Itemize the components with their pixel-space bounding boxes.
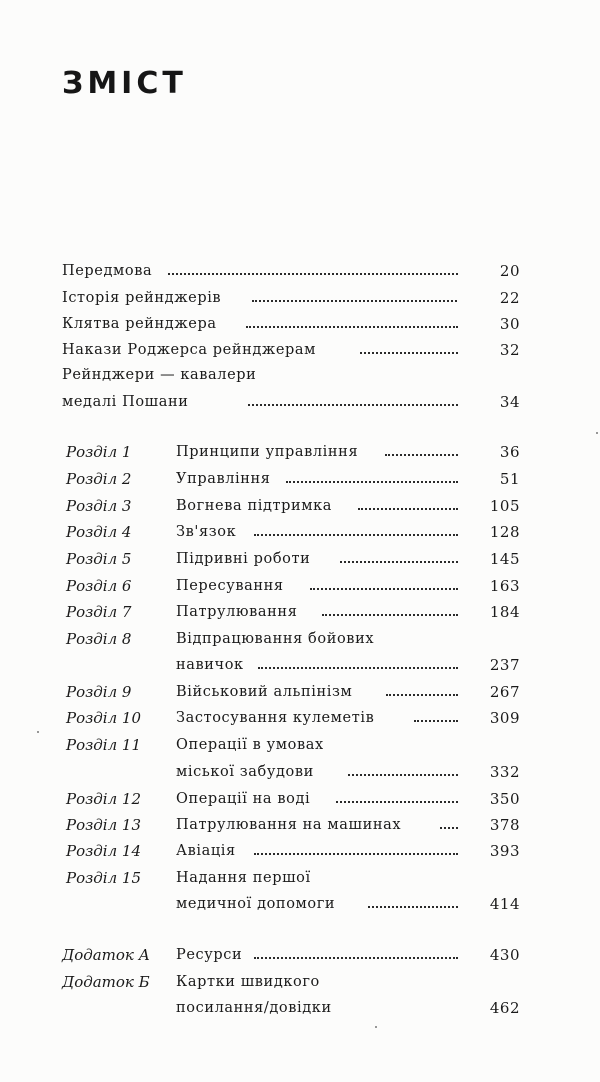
toc-entry[interactable]	[0, 812, 600, 838]
dot-leader	[358, 508, 458, 510]
dot-leader	[360, 352, 458, 354]
toc-entry[interactable]	[0, 466, 600, 492]
dot-leader	[310, 588, 458, 590]
dot-leader	[386, 694, 458, 696]
entry-title-line2: міської забудови	[176, 764, 314, 780]
entry-title: Патрулювання	[176, 604, 298, 620]
toc-entry[interactable]	[0, 865, 600, 891]
chapter-label: Розділ 1	[66, 443, 132, 461]
chapter-label: Розділ 5	[66, 550, 132, 568]
page-number: 393	[489, 842, 520, 860]
page-number: 105	[489, 497, 520, 515]
page-number: 145	[489, 550, 520, 568]
toc-entry-continuation[interactable]	[0, 652, 600, 678]
toc-entry[interactable]	[0, 573, 600, 599]
entry-title: Патрулювання на машинах	[176, 817, 402, 833]
dot-leader	[348, 774, 458, 776]
dot-leader	[336, 801, 458, 803]
toc-entry[interactable]	[0, 732, 600, 758]
toc-entry[interactable]	[0, 311, 600, 337]
toc-entry-continuation[interactable]	[0, 759, 600, 785]
entry-title-line1: Операції в умовах	[176, 737, 324, 753]
chapter-label: Розділ 7	[66, 603, 132, 621]
chapter-label: Розділ 12	[66, 790, 142, 808]
dot-leader	[248, 404, 458, 406]
dot-leader	[440, 827, 458, 829]
page-number: 332	[489, 763, 520, 781]
entry-title: Авіація	[176, 843, 236, 859]
toc-entry[interactable]	[0, 439, 600, 465]
toc-entry[interactable]	[0, 786, 600, 812]
toc-entry[interactable]	[0, 546, 600, 572]
toc-entry[interactable]	[0, 679, 600, 705]
entry-title: Застосування кулеметів	[176, 710, 375, 726]
page-number: 237	[489, 656, 520, 674]
appendix-label: Додаток А	[62, 946, 151, 964]
dot-leader	[286, 481, 458, 483]
page-number: 163	[489, 577, 520, 595]
toc-entry[interactable]	[0, 362, 600, 388]
chapter-label: Розділ 10	[66, 709, 142, 727]
entry-title: Пересування	[176, 578, 284, 594]
toc-entry[interactable]	[0, 493, 600, 519]
entry-title: Історія рейнджерів	[62, 290, 222, 306]
toc-entry[interactable]	[0, 519, 600, 545]
entry-title-line1: Надання першої	[176, 870, 311, 886]
page-number: 34	[499, 393, 520, 411]
toc-entry[interactable]	[0, 599, 600, 625]
entry-title-line2: посилання/довідки	[176, 1000, 332, 1016]
entry-title: Військовий альпінізм	[176, 684, 353, 700]
page-number: 350	[489, 790, 520, 808]
toc-entry[interactable]	[0, 838, 600, 864]
page-number: 430	[489, 946, 520, 964]
page-number: 462	[489, 999, 520, 1017]
toc-entry[interactable]	[0, 626, 600, 652]
page-number: 309	[489, 709, 520, 727]
page-number: 51	[499, 470, 520, 488]
scan-speck	[596, 432, 598, 434]
entry-title-line2: медичної допомоги	[176, 896, 336, 912]
chapter-label: Розділ 3	[66, 497, 132, 515]
dot-leader	[254, 957, 458, 959]
entry-title-line2: навичок	[176, 657, 244, 673]
entry-title: Підривні роботи	[176, 551, 311, 567]
entry-title-line1: Рейнджери — кавалери	[62, 367, 257, 383]
scan-speck	[375, 1026, 377, 1028]
entry-title: Накази Роджерса рейнджерам	[62, 342, 317, 358]
entry-title: Вогнева підтримка	[176, 498, 333, 514]
dot-leader	[168, 273, 458, 275]
dot-leader	[246, 326, 458, 328]
dot-leader	[258, 667, 458, 669]
appendix-label: Додаток Б	[62, 973, 150, 991]
toc-entry[interactable]	[0, 337, 600, 363]
toc-entry[interactable]	[0, 705, 600, 731]
chapter-label: Розділ 6	[66, 577, 132, 595]
chapter-label: Розділ 8	[66, 630, 132, 648]
dot-leader	[322, 614, 458, 616]
page-number: 378	[489, 816, 520, 834]
entry-title-line2: медалі Пошани	[62, 394, 189, 410]
dot-leader	[385, 454, 458, 456]
chapter-label: Розділ 13	[66, 816, 142, 834]
dot-leader	[368, 906, 458, 908]
entry-title: Ресурси	[176, 947, 243, 963]
page-number: 20	[499, 262, 520, 280]
page-number: 414	[489, 895, 520, 913]
chapter-label: Розділ 4	[66, 523, 132, 541]
toc-entry[interactable]	[0, 969, 600, 995]
entry-title: Операції на воді	[176, 791, 311, 807]
page-number: 184	[489, 603, 520, 621]
page-title: ЗМІСТ	[62, 66, 187, 101]
dot-leader	[254, 534, 458, 536]
page-number: 128	[489, 523, 520, 541]
scan-speck	[37, 731, 39, 733]
entry-title: Управління	[176, 471, 271, 487]
dot-leader	[340, 561, 458, 563]
toc-entry[interactable]	[0, 258, 600, 284]
chapter-label: Розділ 15	[66, 869, 142, 887]
toc-entry-continuation[interactable]	[0, 995, 600, 1021]
chapter-label: Розділ 11	[66, 736, 142, 754]
page-number: 22	[499, 289, 520, 307]
page-number: 36	[499, 443, 520, 461]
chapter-label: Розділ 14	[66, 842, 142, 860]
chapter-label: Розділ 2	[66, 470, 132, 488]
entry-title: Зв'язок	[176, 524, 237, 540]
page-number: 32	[499, 341, 520, 359]
page-number: 30	[499, 315, 520, 333]
dot-leader	[252, 300, 457, 302]
toc-entry[interactable]	[0, 942, 600, 968]
toc-entry-continuation[interactable]	[0, 389, 600, 415]
entry-title: Клятва рейнджера	[62, 316, 217, 332]
entry-title: Передмова	[62, 263, 153, 279]
chapter-label: Розділ 9	[66, 683, 132, 701]
entry-title-line1: Відпрацювання бойових	[176, 631, 375, 647]
entry-title: Принципи управління	[176, 444, 359, 460]
entry-title-line1: Картки швидкого	[176, 974, 320, 990]
dot-leader	[414, 720, 458, 722]
dot-leader	[254, 853, 458, 855]
page-number: 267	[489, 683, 520, 701]
toc-entry[interactable]	[0, 285, 600, 311]
toc-entry-continuation[interactable]	[0, 891, 600, 917]
